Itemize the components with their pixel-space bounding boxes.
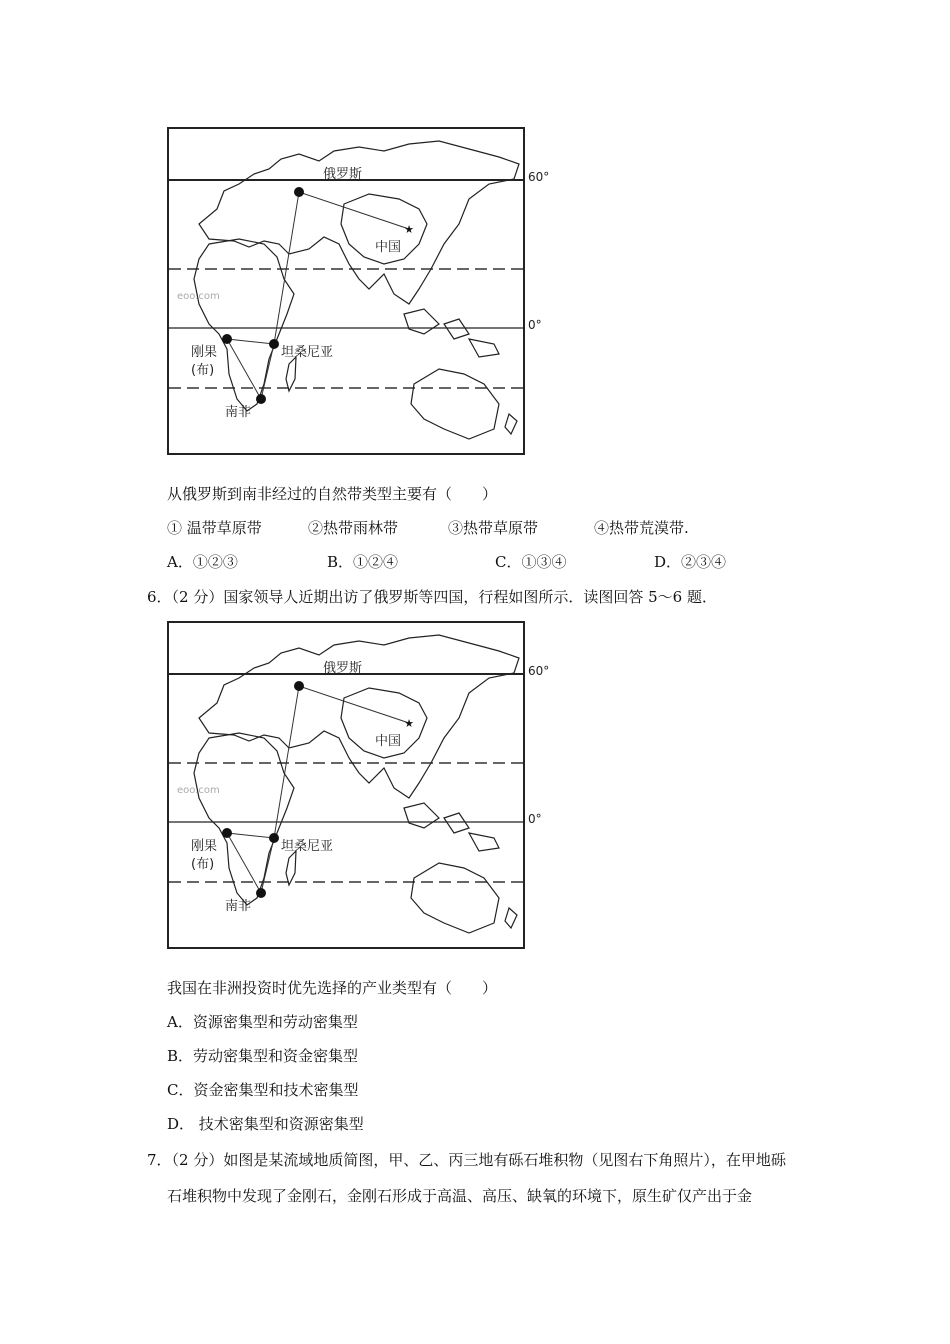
africa-outline [194, 239, 294, 411]
q5-item-4: ④热带荒漠带. [594, 519, 689, 537]
q6-option-b[interactable]: B．劳动密集型和资金密集型 [167, 1047, 359, 1065]
beijing-star-icon: ★ [404, 717, 414, 730]
islands-outline [404, 309, 499, 357]
australia-outline [411, 369, 499, 439]
label-tanzania: 坦桑尼亚 [281, 839, 334, 854]
islands-outline [404, 803, 499, 851]
q5-option-a[interactable]: A．①②③ [167, 553, 238, 571]
world-map-1 [167, 127, 525, 455]
q7-line-1: 7．（2 分）如图是某流域地质简图，甲、乙、丙三地有砾石堆积物（见图右下角照片），在甲地砾 [147, 1151, 786, 1169]
south-africa-marker [256, 888, 266, 898]
label-china: 中国 [375, 240, 402, 255]
congo-marker [222, 828, 232, 838]
beijing-star-icon: ★ [404, 223, 414, 236]
trip-route [227, 686, 409, 893]
madagascar-outline [286, 357, 296, 391]
label-congo-paren: (布) [191, 857, 215, 872]
q5-item-1: ① 温带草原带 [167, 519, 262, 537]
label-south-africa: 南非 [225, 405, 252, 420]
q6-option-a[interactable]: A．资源密集型和劳动密集型 [167, 1013, 358, 1031]
q5-stem: 从俄罗斯到南非经过的自然带类型主要有（ ） [167, 485, 498, 503]
tanzania-marker [269, 339, 279, 349]
q6-option-c[interactable]: C．资金密集型和技术密集型 [167, 1081, 359, 1099]
label-lat-60: 60° [528, 170, 550, 184]
congo-marker [222, 334, 232, 344]
newzealand-outline [505, 414, 517, 434]
q5-item-2: ②热带雨林带 [308, 519, 399, 537]
newzealand-outline [505, 908, 517, 928]
q5-option-b[interactable]: B．①②④ [327, 553, 399, 571]
australia-outline [411, 863, 499, 933]
q5-option-c[interactable]: C．①③④ [495, 553, 567, 571]
trip-route [227, 192, 409, 399]
q5-options [167, 551, 767, 571]
label-congo: 刚果 [191, 839, 218, 854]
label-south-africa: 南非 [225, 899, 252, 914]
label-lat-0: 0° [528, 812, 542, 826]
label-china: 中国 [375, 734, 402, 749]
africa-outline [194, 733, 294, 905]
q5-item-3: ③热带草原带 [448, 519, 539, 537]
watermark: eoo.com [177, 785, 220, 796]
south-africa-marker [256, 394, 266, 404]
label-lat-0: 0° [528, 318, 542, 332]
label-tanzania: 坦桑尼亚 [281, 345, 334, 360]
label-lat-60: 60° [528, 664, 550, 678]
q6-intro: 6．（2 分）国家领导人近期出访了俄罗斯等四国，行程如图所示．读图回答 5～6 题． [147, 588, 717, 606]
q7-line-2: 石堆积物中发现了金刚石，金刚石形成于高温、高压、缺氧的环境下，原生矿仅产出于金 [167, 1187, 753, 1205]
madagascar-outline [286, 851, 296, 885]
q5-option-d[interactable]: D．②③④ [654, 553, 727, 571]
tanzania-marker [269, 833, 279, 843]
label-russia: 俄罗斯 [323, 167, 363, 182]
q6-stem: 我国在非洲投资时优先选择的产业类型有（ ） [167, 979, 498, 997]
watermark: eoo.com [177, 291, 220, 302]
label-congo: 刚果 [191, 345, 218, 360]
label-russia: 俄罗斯 [323, 661, 363, 676]
russia-marker [294, 681, 304, 691]
world-map-2 [167, 621, 525, 949]
label-congo-paren: (布) [191, 363, 215, 378]
q6-option-d[interactable]: D． 技术密集型和资源密集型 [167, 1115, 364, 1133]
q5-items [167, 517, 767, 537]
russia-marker [294, 187, 304, 197]
